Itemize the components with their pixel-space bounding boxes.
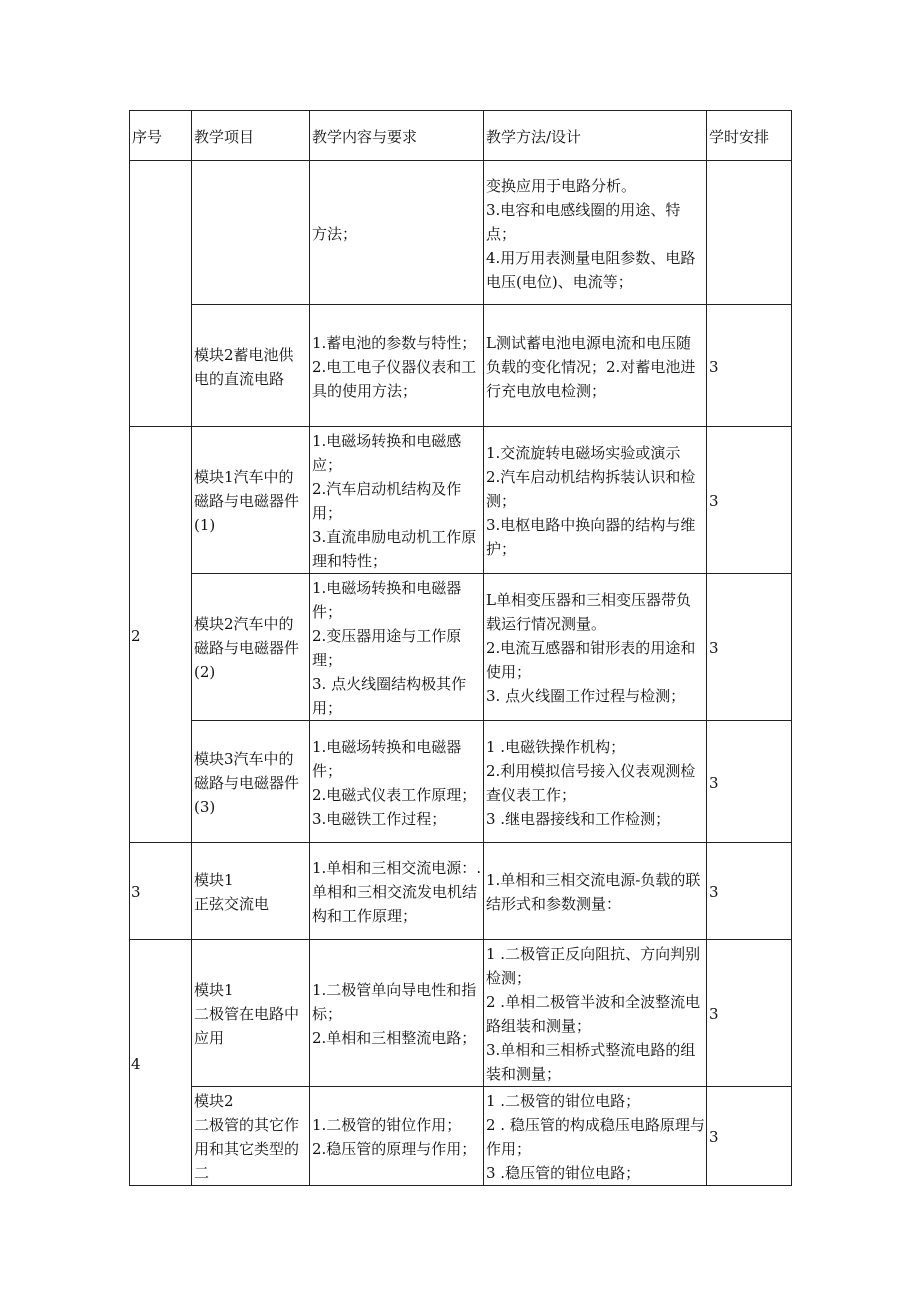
header-content: 教学内容与要求 — [310, 111, 484, 161]
hours-cell: 3 — [707, 1087, 792, 1186]
content-cell: 方法； — [310, 161, 484, 305]
method-cell: 1 .电磁铁操作机构； 2.利用模拟信号接入仪表观测检查仪表工作； 3 .继电器接线和工作检测； — [484, 721, 707, 843]
header-index: 序号 — [130, 111, 192, 161]
hours-cell: 3 — [707, 574, 792, 721]
header-hours: 学时安排 — [707, 111, 792, 161]
content-cell: 1.蓄电池的参数与特性； 2.电工电子仪器仪表和工具的使用方法； — [310, 305, 484, 427]
hours-cell — [707, 161, 792, 305]
group-index-cell: 2 — [130, 427, 192, 843]
content-cell: 1.电磁场转换和电磁器件； 2.变压器用途与工作原理； 3. 点火线圈结构极其作用； — [310, 574, 484, 721]
table-row — [130, 161, 792, 305]
header-project: 教学项目 — [192, 111, 310, 161]
project-cell — [192, 161, 310, 305]
table-row — [130, 721, 792, 843]
hours-cell: 3 — [707, 843, 792, 940]
group-index-cell: 4 — [130, 940, 192, 1186]
hours-cell: 3 — [707, 305, 792, 427]
method-cell: 1 .二极管正反向阻抗、方向判别检测； 2 .单相二极管半波和全波整流电路组装和测量； 3.单相和三相桥式整流电路的组装和测量； — [484, 940, 707, 1087]
project-cell: 模块2 二极管的其它作用和其它类型的二 — [192, 1087, 310, 1186]
header-row — [130, 111, 792, 161]
syllabus-table — [129, 110, 792, 1186]
group-index-cell — [130, 161, 192, 427]
method-cell: 1.交流旋转电磁场实验或演示 2.汽车启动机结构拆装认识和检测； 3.电枢电路中换向器的结构与维护； — [484, 427, 707, 574]
method-cell: L单相变压器和三相变压器带负载运行情况测量。 2.电流互感器和钳形表的用途和使用； 3. 点火线圈工作过程与检测； — [484, 574, 707, 721]
table-row — [130, 427, 792, 574]
group-index-cell: 3 — [130, 843, 192, 940]
project-cell: 模块2汽车中的磁路与电磁器件(2) — [192, 574, 310, 721]
project-cell: 模块2蓄电池供电的直流电路 — [192, 305, 310, 427]
content-cell: 1.电磁场转换和电磁感应； 2.汽车启动机结构及作用； 3.直流串励电动机工作原理和特性； — [310, 427, 484, 574]
content-cell: 1.电磁场转换和电磁器件； 2.电磁式仪表工作原理； 3.电磁铁工作过程； — [310, 721, 484, 843]
project-cell: 模块1 正弦交流电 — [192, 843, 310, 940]
project-cell: 模块1 二极管在电路中应用 — [192, 940, 310, 1087]
project-cell: 模块3汽车中的磁路与电磁器件(3) — [192, 721, 310, 843]
table-row — [130, 574, 792, 721]
content-cell: 1.二极管的钳位作用； 2.稳压管的原理与作用； — [310, 1087, 484, 1186]
hours-cell: 3 — [707, 940, 792, 1087]
table-row — [130, 1087, 792, 1186]
method-cell: L测试蓄电池电源电流和电压随负载的变化情况；2.对蓄电池进行充电放电检测； — [484, 305, 707, 427]
header-method: 教学方法/设计 — [484, 111, 707, 161]
project-cell: 模块1汽车中的磁路与电磁器件(1) — [192, 427, 310, 574]
method-cell: 1 .二极管的钳位电路； 2 . 稳压管的构成稳压电路原理与作用； 3 .稳压管的钳位电路； — [484, 1087, 707, 1186]
table-row — [130, 940, 792, 1087]
content-cell: 1.二极管单向导电性和指标； 2.单相和三相整流电路； — [310, 940, 484, 1087]
method-cell: 变换应用于电路分析。 3.电容和电感线圈的用途、特点； 4.用万用表测量电阻参数、电路电压(电位)、电流等； — [484, 161, 707, 305]
table-row — [130, 843, 792, 940]
hours-cell: 3 — [707, 427, 792, 574]
table-row — [130, 305, 792, 427]
content-cell: 1.单相和三相交流电源：.单相和三相交流发电机结构和工作原理； — [310, 843, 484, 940]
hours-cell: 3 — [707, 721, 792, 843]
method-cell: 1.单相和三相交流电源-负载的联结形式和参数测量： — [484, 843, 707, 940]
